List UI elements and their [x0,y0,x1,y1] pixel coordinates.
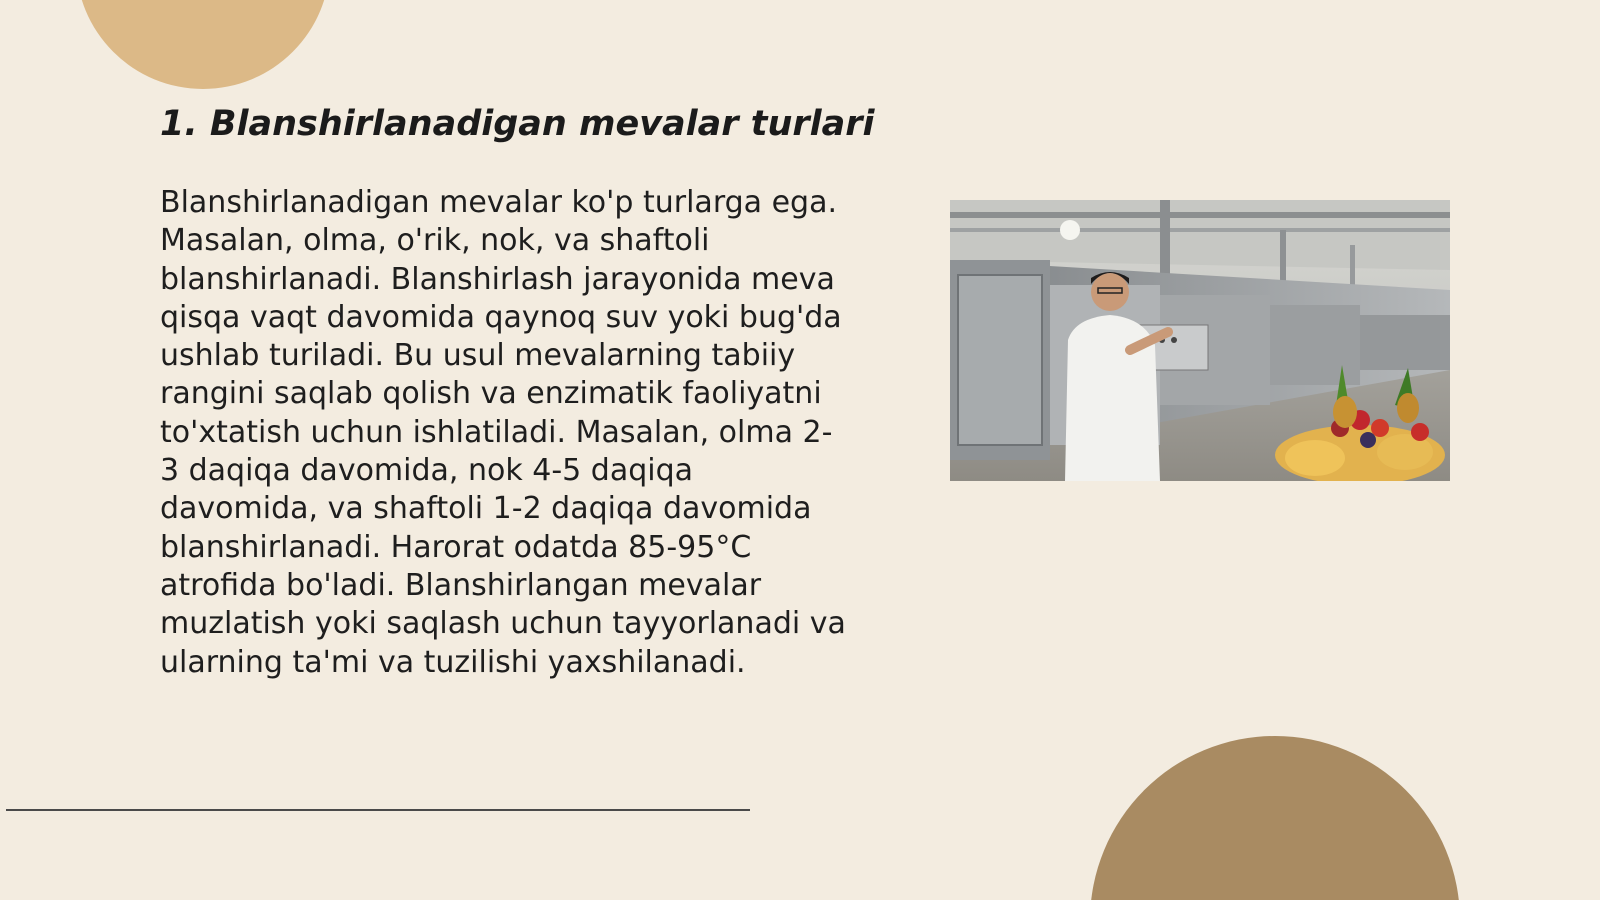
slide-title: 1. Blanshirlanadigan mevalar turlari [160,104,875,144]
decorative-circle-bottom [1090,736,1460,900]
factory-fruit-photo [950,200,1450,481]
decorative-circle-top [76,0,330,89]
slide-body-text: Blanshirlanadigan mevalar ko'p turlarga ega. Masalan, olma, o'rik, nok, va shaftoli blanshirlanadi. Blanshirlash jarayonida meva qisqa vaqt davomida qaynoq suv yoki bug'da ushlab turiladi. Bu usul mevalarning tabiiy rangini saqlab qolish va enzimatik faoliyatni to'xtatish uchun ishlatiladi. Masalan, olma 2-3 daqiqa davomida, nok 4-5 daqiqa davomida, va shaftoli 1-2 daqiqa davomida blanshirlanadi. Harorat odatda 85-95°C atrofida bo'ladi. Blanshirlangan mevalar muzlatish yoki saqlash uchun tayyorlanadi va ularning ta'mi va tuzilishi yaxshilanadi. [160,185,846,680]
divider-line [6,809,750,811]
